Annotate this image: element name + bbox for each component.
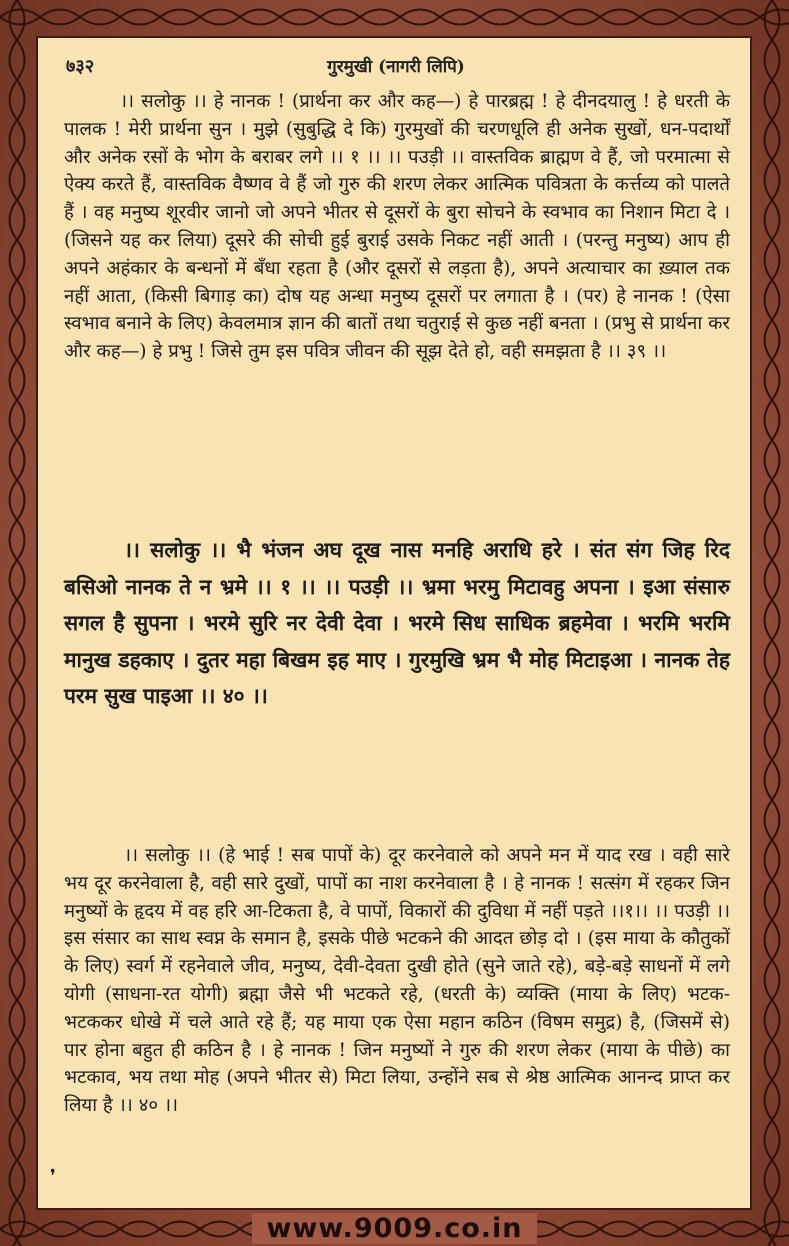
top-ornament-border — [0, 0, 789, 34]
page-header — [58, 54, 734, 82]
footer-url-text[interactable]: www.9009.co.in — [252, 1213, 536, 1244]
translation-paragraph-40: ।। सलोकु ।। (हे भाई ! सब पापों के) दूर करनेवाले को अपने मन में याद रख । वही सारे भय दूर करनेवाला है, वही सारे दुखों, पापों का नाश करनेवाला है । हे नानक ! सत्संग में रहकर जिन मनुष्यों के हृदय में वह हरि आ-टिकता है, वे पापों, विकारों की दुविधा में नहीं पड़ते ।।१।। ।। पउड़ी ।। इस संसार का साथ स्वप्न के समान है, इसके पीछे भटकने की आदत छोड़ दो । (इस माया के कौतुकों के लिए) स्वर्ग में रहनेवाले जीव, मनुष्य, देवी-देवता दुखी होते (सुने जाते रहे), बड़े-बड़े साधनों में लगे योगी (साधना-रत योगी) ब्रह्मा जैसे भी भटकते रहे, (धरती के) व्यक्ति (माया के लिए) भटक-भटककर धोखे में चले आते रहे हैं; यह माया एक ऐसा महान कठिन (विषम समुद्र) है, (जिसमें से) पार होना बहुत ही कठिन है । हे नानक ! जिन मनुष्यों ने गुरु की शरण लेकर (माया के पीछे) का भटकाव, भय तथा मोह (अपने भीतर से) मिटा लिया, उन्होंने सब से श्रेष्ठ आत्मिक आनन्द प्राप्त कर लिया है ।। ४० ।। — [64, 845, 730, 1117]
gurbani-verse-40: ।। सलोकु ।। भै भंजन अघ दूख नास मनहि अराधि हरे । संत संग जिह रिद बसिओ नानक ते न भ्रमे ।। १ ।। ।। पउड़ी ।। भ्रमा भरमु मिटावहु अपना । इआ संसारु सगल है सुपना । भरमे सुरि नर देवी देवा । भरमे सिध साधिक ब्रहमेवा । भरमि भरमि मानुख डहकाए । दुतर महा बिखम इह माए । गुरमुखि भ्रम भै मोह मिटाइआ । नानक तेह परम सुख पाइआ ।। ४० ।। — [64, 537, 730, 708]
scripture-page — [36, 36, 752, 1210]
right-ornament-border — [755, 0, 789, 1246]
ink-mark: ❜ — [50, 1166, 56, 1187]
footer-url[interactable] — [0, 1212, 789, 1246]
page-number: ७३२ — [66, 56, 95, 77]
left-ornament-border — [0, 0, 34, 1246]
translation-paragraph-39: ।। सलोकु ।। हे नानक ! (प्रार्थना कर और कह—) हे पारब्रह्म ! हे दीनदयालु ! हे धरती के पालक ! मेरी प्रार्थना सुन । मुझे (सुबुद्धि दे कि) गुरमुखों की चरणधूलि ही अनेक सुखों, धन-पदार्थों और अनेक रसों के भोग के बराबर लगे ।। १ ।। ।। पउड़ी ।। वास्तविक ब्राह्मण वे हैं, जो परमात्मा से ऐक्य करते हैं, वास्तविक वैष्णव वे हैं जो गुरु की शरण लेकर आत्मिक पवित्रता के कर्त्तव्य को पालते हैं । वह मनुष्य शूरवीर जानो जो अपने भीतर से दूसरों के बुरा सोचने के स्वभाव का निशान मिटा दे । (जिसने यह कर लिया) दूसरे की सोची हुई बुराई उसके निकट नहीं आती । (परन्तु मनुष्य) आप ही अपने अहंकार के बन्धनों में बँधा रहता है (और दूसरों से लड़ता है), अपने अत्याचार का ख़्याल तक नहीं आता, (किसी बिगाड़ का) दोष यह अन्धा मनुष्य दूसरों पर लगाता है । (पर) हे नानक ! (ऐसा स्वभाव बनाने के लिए) केवलमात्र ज्ञान की बातों तथा चतुराई से कुछ नहीं बनता । (प्रभु से प्रार्थना कर और कह—) हे प्रभु ! जिसे तुम इस पवित्र जीवन की सूझ देते हो, वही समझता है ।। ३९ ।। — [64, 91, 730, 363]
running-head: गुरमुखी (नागरी लिपि) — [327, 57, 465, 77]
